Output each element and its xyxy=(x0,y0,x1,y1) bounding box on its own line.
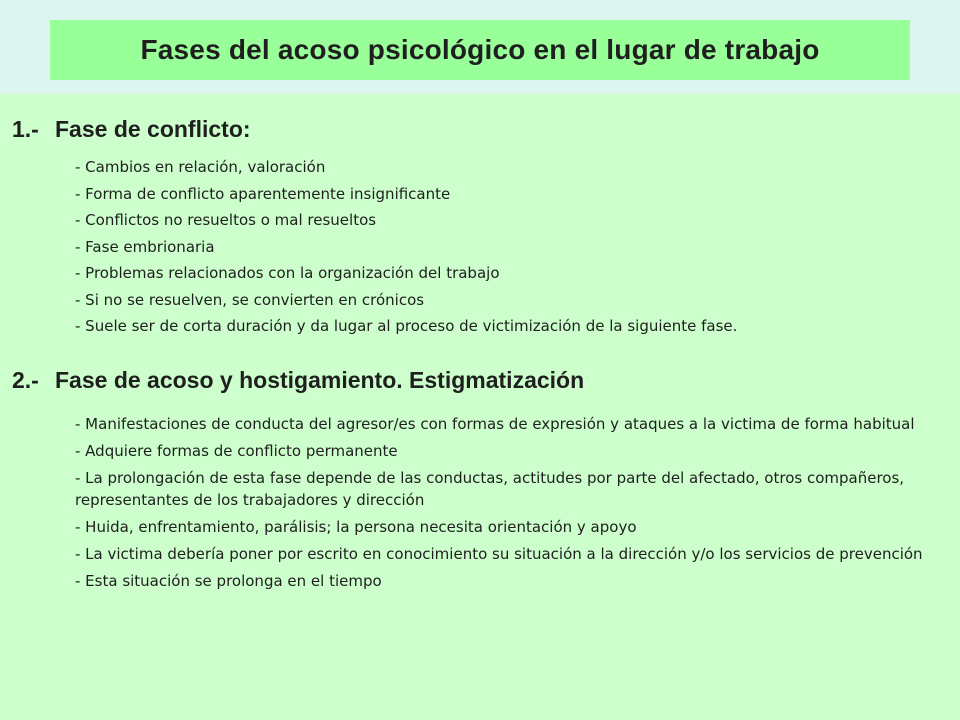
section-heading xyxy=(0,363,960,397)
list-item: - Huida, enfrentamiento, parálisis; la persona necesita orientación y apoyo xyxy=(75,518,637,536)
item-list xyxy=(75,413,945,592)
section-number: 2.- xyxy=(12,367,39,393)
section-heading xyxy=(0,112,960,146)
title-box xyxy=(50,20,910,80)
list-item: - Problemas relacionados con la organización del trabajo xyxy=(75,264,500,282)
section-conflict-phase xyxy=(0,112,960,342)
item-list xyxy=(75,156,945,337)
section-title: Fase de acoso y hostigamiento. Estigmatización xyxy=(55,367,585,393)
list-item: - Fase embrionaria xyxy=(75,237,215,256)
list-item: - La victima debería poner por escrito en conocimiento su situación a la dirección y/o los servicios de prevención xyxy=(75,545,923,563)
list-item: - Manifestaciones de conducta del agresor/es con formas de expresión y ataques a la victima de forma habitual xyxy=(75,415,915,433)
list-item: - Suele ser de corta duración y da lugar al proceso de victimización de la siguiente fase. xyxy=(75,317,738,335)
list-item: - Adquiere formas de conflicto permanente xyxy=(75,442,398,460)
list-item: - Esta situación se prolonga en el tiempo xyxy=(75,572,382,590)
list-item: - Si no se resuelven, se convierten en crónicos xyxy=(75,290,425,309)
list-item: - Forma de conflicto aparentemente insignificante xyxy=(75,184,451,203)
list-item: - Cambios en relación, valoración xyxy=(75,158,326,176)
section-harassment-phase xyxy=(0,363,960,597)
slide-title: Fases del acoso psicológico en el lugar de trabajo xyxy=(140,34,820,65)
section-number: 1.- xyxy=(12,116,39,142)
list-item: - La prolongación de esta fase depende de las conductas, actitudes por parte del afectado, otros compañeros, representantes de los trabajadores y dirección xyxy=(75,469,905,509)
section-title: Fase de conflicto: xyxy=(55,116,251,142)
list-item: - Conflictos no resueltos o mal resueltos xyxy=(75,211,377,229)
